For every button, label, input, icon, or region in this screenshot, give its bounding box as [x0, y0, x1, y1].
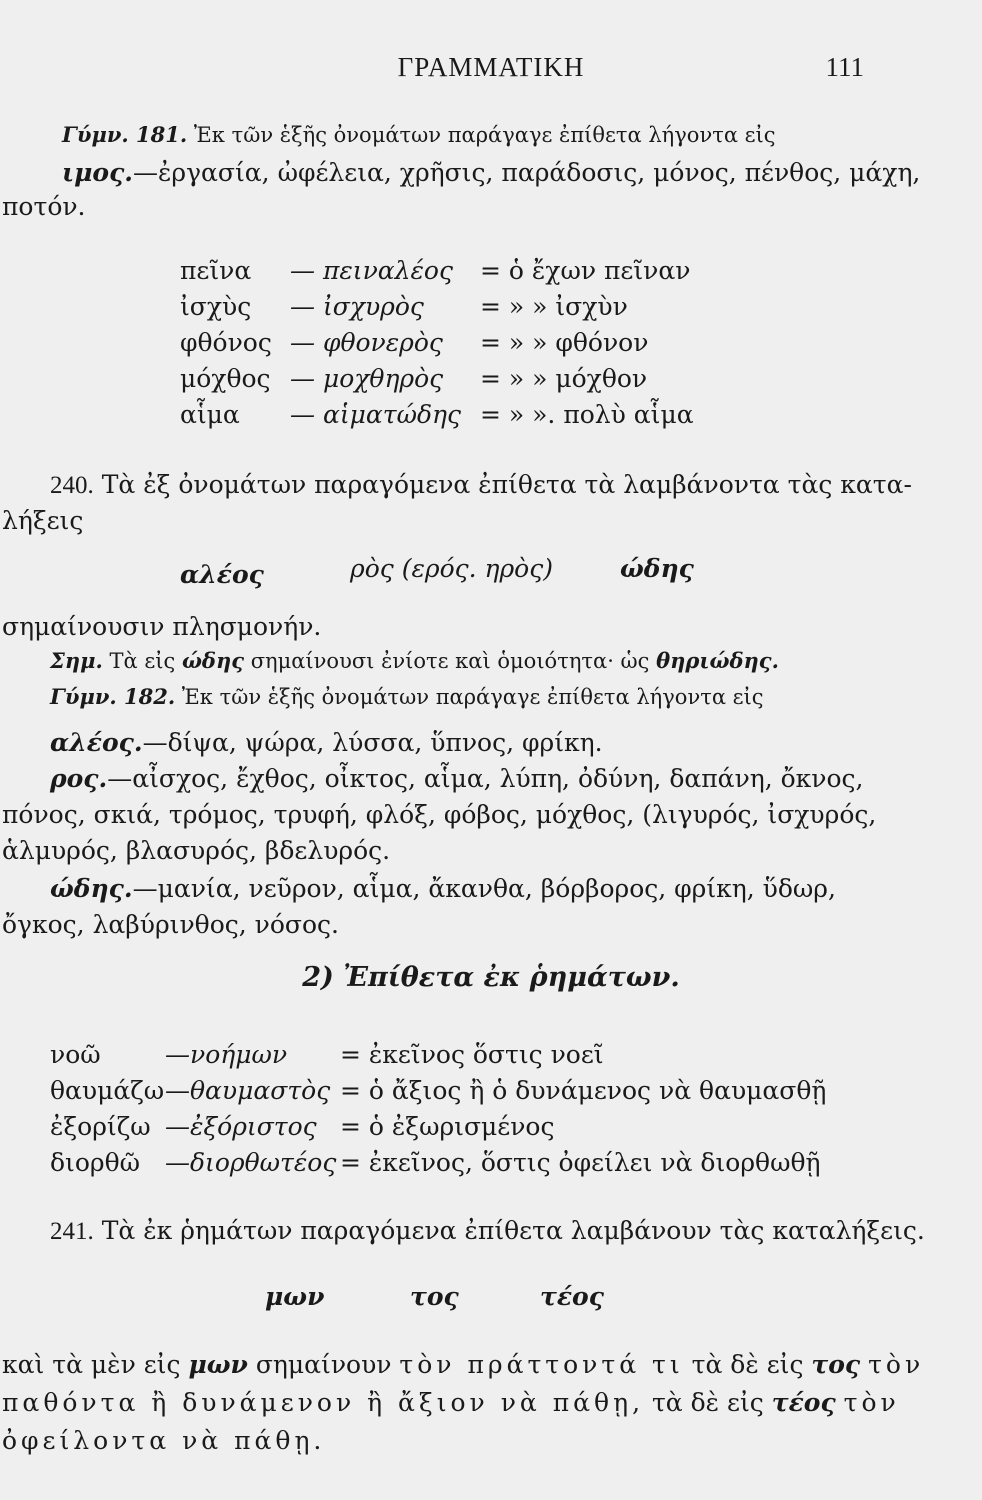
exercise-182-odis	[50, 874, 836, 903]
table-noun: ἰσχὺς	[180, 292, 252, 321]
exercise-181-instruction: Ἐκ τῶν ἑξῆς ὀνομάτων παράγαγε ἐπίθετα λήγοντα εἰς	[193, 123, 776, 147]
table-verb: ἐξορίζω	[50, 1112, 151, 1141]
ending-aleos: αλέος	[180, 560, 264, 589]
paragraph-241-line-1	[2, 1350, 924, 1379]
exercise-182-label: Γύμν. 182.	[50, 684, 176, 709]
exercise-181-label: Γύμν. 181.	[62, 122, 188, 147]
text-segment: τὰ δὲ εἰς	[691, 1350, 804, 1379]
ending-mon-inline: μων	[188, 1350, 248, 1379]
table-adjective: — αἱματώδης	[290, 400, 462, 429]
paragraph-241	[50, 1216, 925, 1246]
table-verb: θαυμάζω	[50, 1076, 165, 1105]
table-noun: πεῖνα	[180, 256, 252, 285]
section-heading: 2) Ἐπίθετα ἐκ ῥημάτων.	[302, 962, 680, 993]
suffix-ros: ρος.	[50, 764, 108, 793]
suffix-aleos: αλέος.	[50, 728, 143, 757]
ros-word-list-cont-2: ἁλμυρός, βλασυρός, βδελυρός.	[2, 836, 391, 865]
ending-teos: τέος	[540, 1282, 604, 1311]
ros-word-list: —αἶσχος, ἔχθος, οἶκτος, αἷμα, λύπη, ὀδύνη, δαπάνη, ὄκνος,	[107, 764, 864, 793]
suffix-odis: ώδης.	[50, 874, 133, 903]
table-meaning: = » » ἰσχὺν	[480, 292, 628, 321]
table-noun: αἷμα	[180, 400, 240, 429]
exercise-182-ros	[50, 764, 864, 793]
table-verb: διορθῶ	[50, 1148, 141, 1177]
table-meaning: = ὁ ἔχων πεῖναν	[480, 256, 691, 285]
paragraph-240-text: Τὰ ἐξ ὀνομάτων παραγόμενα ἐπίθετα τὰ λαμβάνοντα τὰς κατα-	[101, 470, 912, 499]
note-label: Σημ.	[50, 648, 103, 673]
table-adjective: —διορθωτέος	[165, 1148, 337, 1177]
suffix-imos: ιμος.	[62, 158, 133, 187]
note-text: Τὰ εἰς	[109, 649, 176, 673]
odis-word-list-cont: ὄγκος, λαβύρινθος, νόσος.	[2, 910, 339, 939]
table-meaning: = ἐκεῖνος, ὅστις ὀφείλει νὰ διορθωθῇ	[340, 1148, 821, 1177]
note-text-2: σημαίνουσι ἐνίοτε καὶ ὁμοιότητα· ὡς	[250, 649, 650, 673]
paragraph-241-line-3: ὀφείλοντα νὰ πάθῃ.	[2, 1426, 326, 1455]
odis-word-list: —μανία, νεῦρον, αἷμα, ἄκανθα, βόρβορος, φρίκη, ὕδωρ,	[132, 874, 836, 903]
paragraph-241-number: 241.	[50, 1218, 94, 1245]
exercise-182-instruction: Ἐκ τῶν ἑξῆς ὀνομάτων παράγαγε ἐπίθετα λήγοντα εἰς	[181, 685, 764, 709]
page-number: 111	[825, 52, 864, 82]
paragraph-240-number: 240.	[50, 472, 94, 499]
note	[50, 648, 779, 673]
table-meaning: = » » μόχθον	[480, 364, 648, 393]
table-adjective: —ἐξόριστος	[165, 1112, 317, 1141]
note-example: θηριώδης.	[656, 648, 779, 673]
paragraph-241-line-2	[2, 1388, 900, 1417]
table-adjective: — ἰσχυρὸς	[290, 292, 424, 321]
ending-tos-inline: τος	[811, 1350, 861, 1379]
exercise-182-intro	[50, 684, 764, 709]
running-title: ΓΡΑΜΜΑΤΙΚΗ	[397, 52, 585, 82]
text-segment: καὶ τὰ μὲν εἰς	[2, 1350, 181, 1379]
table-noun: φθόνος	[180, 328, 272, 357]
spaced-text: τὸν πράττοντά τι	[399, 1350, 684, 1379]
table-verb: νοῶ	[50, 1040, 101, 1069]
ros-word-list-cont: πόνος, σκιά, τρόμος, τρυφή, φλόξ, φόβος, μόχθος, (λιγυρός, ἰσχυρός,	[2, 800, 877, 829]
spaced-text: τὸν	[868, 1350, 925, 1379]
ending-teos-inline: τέος	[771, 1388, 836, 1417]
table-adjective: — μοχθηρὸς	[290, 364, 444, 393]
spaced-text: παθόντα ἢ δυνάμενον ἢ ἄξιον νὰ πάθῃ,	[2, 1388, 645, 1417]
table-meaning: = ὁ ἐξωρισμένος	[340, 1112, 555, 1141]
table-adjective: —νοήμων	[165, 1040, 288, 1069]
text-segment: τὰ δὲ εἰς	[651, 1388, 764, 1417]
table-adjective: —θαυμαστὸς	[165, 1076, 331, 1105]
paragraph-240-meaning: σημαίνουσιν πλησμονήν.	[2, 612, 322, 641]
ending-mon: μων	[265, 1282, 325, 1311]
table-meaning: = ὁ ἄξιος ἢ ὁ δυνάμενος νὰ θαυμασθῇ	[340, 1076, 827, 1105]
ending-ros: ρὸς (ερός. ηρὸς)	[350, 554, 553, 583]
exercise-181-words-cont: ποτόν.	[2, 192, 86, 221]
table-meaning: = » ». πολὺ αἷμα	[480, 400, 694, 429]
table-meaning: = ἐκεῖνος ὅστις νοεῖ	[340, 1040, 604, 1069]
table-noun: μόχθος	[180, 364, 271, 393]
paragraph-240-cont: λήξεις	[2, 506, 84, 535]
exercise-182-aleos	[50, 728, 603, 757]
exercise-181-word-list: —ἐργασία, ὠφέλεια, χρῆσις, παράδοσις, μόνος, πένθος, μάχη,	[133, 158, 921, 187]
paragraph-241-text: Τὰ ἐκ ῥημάτων παραγόμενα ἐπίθετα λαμβάνουν τὰς καταλήξεις.	[101, 1216, 925, 1245]
exercise-181-words	[62, 158, 920, 187]
table-meaning: = » » φθόνον	[480, 328, 649, 357]
text-segment: σημαίνουν	[255, 1350, 392, 1379]
table-adjective: — φθονερὸς	[290, 328, 443, 357]
ending-tos: τος	[410, 1282, 459, 1311]
table-adjective: — πειναλέος	[290, 256, 453, 285]
exercise-181-intro	[62, 122, 776, 147]
ending-odis: ώδης	[620, 554, 694, 583]
note-suffix: ώδης	[181, 648, 244, 673]
spaced-text: τὸν	[843, 1388, 900, 1417]
paragraph-240	[50, 470, 912, 500]
aleos-word-list: —δίψα, ψώρα, λύσσα, ὕπνος, φρίκη.	[142, 728, 603, 757]
